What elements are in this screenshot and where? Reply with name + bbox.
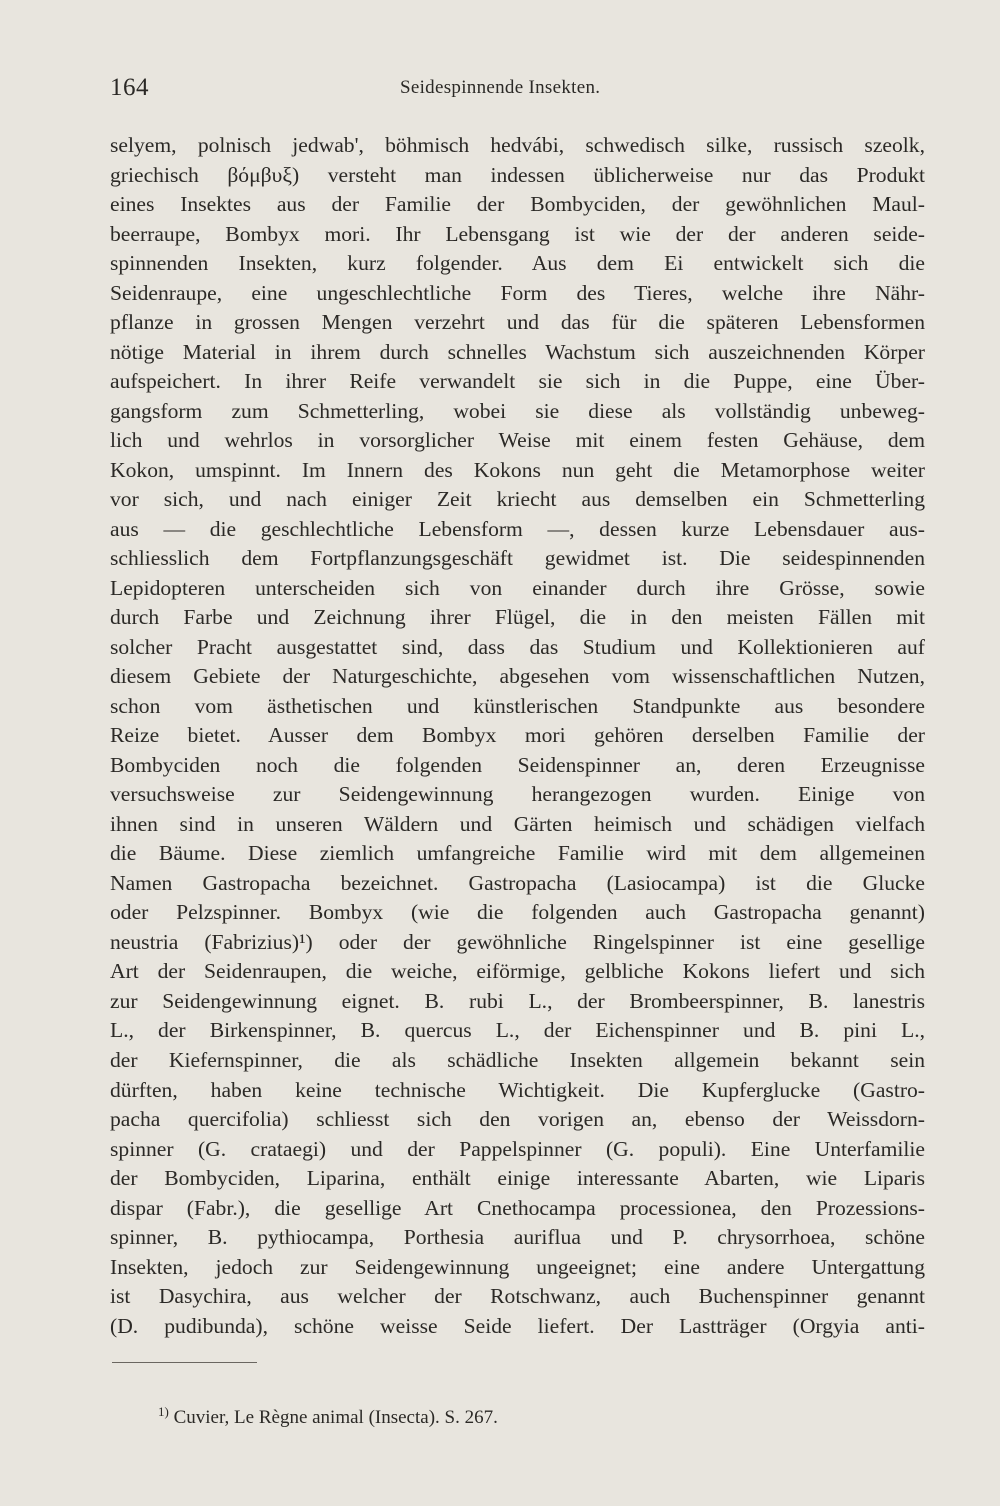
text-line: spinnenden Insekten, kurz folgender. Aus dem Ei entwickelt sich die	[110, 251, 925, 276]
text-line: Namen Gastropacha bezeichnet. Gastropacha (Lasiocampa) ist die Glucke	[110, 870, 925, 895]
text-line: aufspeichert. In ihrer Reife verwandelt sie sich in die Puppe, eine Über-	[110, 369, 925, 394]
text-line: griechisch βόμβυξ) versteht man indessen üblicherweise nur das Produkt	[110, 162, 925, 187]
text-line: schon vom ästhetischen und künstlerischen Standpunkte aus besondere	[110, 693, 925, 718]
body-text	[110, 131, 925, 1341]
text-line: aus — die geschlechtliche Lebensform —, dessen kurze Lebensdauer aus-	[110, 516, 925, 541]
text-line: solcher Pracht ausgestattet sind, dass das Studium und Kollektionieren auf	[110, 634, 925, 659]
text-line: eines Insektes aus der Familie der Bombyciden, der gewöhnlichen Maul-	[110, 192, 925, 217]
text-line: Insekten, jedoch zur Seidengewinnung ungeeignet; eine andere Untergattung	[110, 1254, 925, 1279]
footnote	[158, 1404, 498, 1429]
text-line: schliesslich dem Fortpflanzungsgeschäft gewidmet ist. Die seidespinnenden	[110, 546, 925, 571]
text-line: spinner (G. crataegi) und der Pappelspinner (G. populi). Eine Unterfamilie	[110, 1136, 925, 1161]
text-line: dürften, haben keine technische Wichtigkeit. Die Kupferglucke (Gastro-	[110, 1077, 925, 1102]
text-line: spinner, B. pythiocampa, Porthesia auriflua und P. chrysorrhoea, schöne	[110, 1225, 925, 1250]
text-line: zur Seidengewinnung eignet. B. rubi L., der Brombeerspinner, B. lanestris	[110, 988, 925, 1013]
text-line: die Bäume. Diese ziemlich umfangreiche Familie wird mit dem allgemeinen	[110, 841, 925, 866]
text-line: nötige Material in ihrem durch schnelles Wachstum sich auszeichnenden Körper	[110, 339, 925, 364]
text-line: (D. pudibunda), schöne weisse Seide liefert. Der Lastträger (Orgyia anti-	[110, 1313, 925, 1338]
text-line: diesem Gebiete der Naturgeschichte, abgesehen vom wissenschaftlichen Nutzen,	[110, 664, 925, 689]
text-line: oder Pelzspinner. Bombyx (wie die folgenden auch Gastropacha genannt)	[110, 900, 925, 925]
footnote-divider	[112, 1362, 257, 1363]
text-line: neustria (Fabrizius)¹) oder der gewöhnliche Ringelspinner ist eine gesellige	[110, 929, 925, 954]
text-line: ihnen sind in unseren Wäldern und Gärten heimisch und schädigen vielfach	[110, 811, 925, 836]
text-line: dispar (Fabr.), die gesellige Art Cnethocampa processionea, den Prozessions-	[110, 1195, 925, 1220]
text-line: versuchsweise zur Seidengewinnung herangezogen wurden. Einige von	[110, 782, 925, 807]
text-line: Bombyciden noch die folgenden Seidenspinner an, deren Erzeugnisse	[110, 752, 925, 777]
text-line: der Bombyciden, Liparina, enthält einige interessante Abarten, wie Liparis	[110, 1166, 925, 1191]
text-line: beerraupe, Bombyx mori. Ihr Lebensgang ist wie der der anderen seide-	[110, 221, 925, 246]
text-line: gangsform zum Schmetterling, wobei sie diese als vollständig unbeweg-	[110, 398, 925, 423]
text-line: Seidenraupe, eine ungeschlechtliche Form des Tieres, welche ihre Nähr-	[110, 280, 925, 305]
text-line: selyem, polnisch jedwab', böhmisch hedvábi, schwedisch silke, russisch szeolk,	[110, 133, 925, 157]
text-line: durch Farbe und Zeichnung ihrer Flügel, die in den meisten Fällen mit	[110, 605, 925, 630]
text-line: pflanze in grossen Mengen verzehrt und das für die späteren Lebensformen	[110, 310, 925, 335]
text-line: Kokon, umspinnt. Im Innern des Kokons nun geht die Metamorphose weiter	[110, 457, 925, 482]
running-title: Seidespinnende Insekten.	[400, 77, 601, 98]
text-line: ist Dasychira, aus welcher der Rotschwanz, auch Buchenspinner genannt	[110, 1284, 925, 1309]
text-line: L., der Birkenspinner, B. quercus L., der Eichenspinner und B. pini L.,	[110, 1018, 925, 1043]
text-line: Reize bietet. Ausser dem Bombyx mori gehören derselben Familie der	[110, 723, 925, 748]
text-line: vor sich, und nach einiger Zeit kriecht aus demselben ein Schmetterling	[110, 487, 925, 512]
text-line: Lepidopteren unterscheiden sich von einander durch ihre Grösse, sowie	[110, 575, 925, 600]
page-number: 164	[110, 74, 149, 101]
text-line: pacha quercifolia) schliesst sich den vorigen an, ebenso der Weissdorn-	[110, 1107, 925, 1132]
text-line: Art der Seidenraupen, die weiche, eiförmige, gelbliche Kokons liefert und sich	[110, 959, 925, 984]
footnote-text: Cuvier, Le Règne animal (Insecta). S. 267.	[173, 1407, 498, 1428]
text-line: der Kiefernspinner, die als schädliche Insekten allgemein bekannt sein	[110, 1047, 925, 1072]
page-header	[110, 74, 925, 106]
text-line: lich und wehrlos in vorsorglicher Weise mit einem festen Gehäuse, dem	[110, 428, 925, 453]
footnote-marker: 1)	[158, 1404, 169, 1419]
